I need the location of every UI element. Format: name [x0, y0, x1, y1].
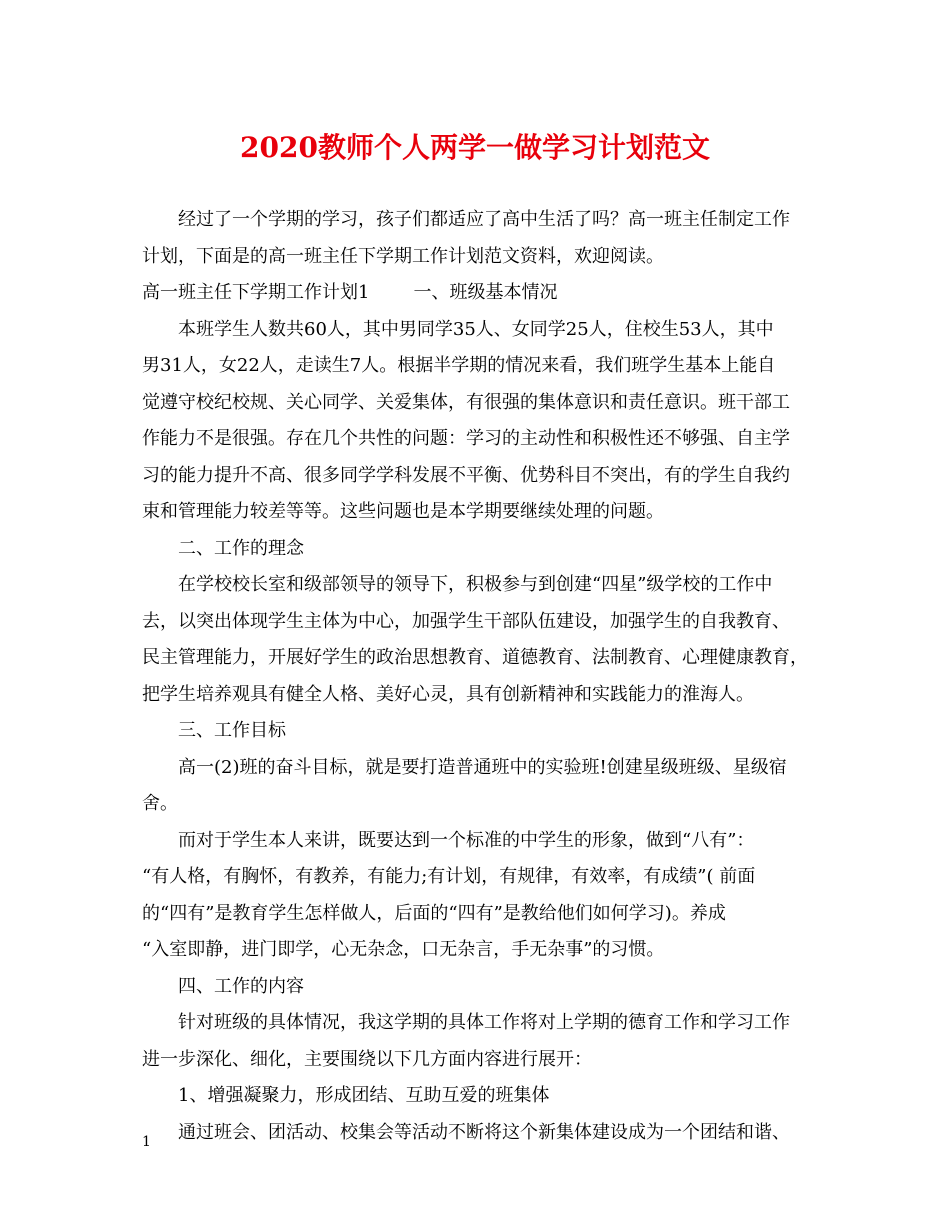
text-line: “入室即静，进门即学，心无杂念，口无杂言，手无杂事”的习惯。: [142, 939, 665, 960]
text-line: 进一步深化、细化，主要围绕以下几方面内容进行展开：: [142, 1048, 592, 1070]
text-line: 民主管理能力，开展好学生的政治思想教育、道德教育、法制教育、心理健康教育，: [142, 647, 808, 668]
document-title: 2020教师个人两学一做学习计划范文: [240, 131, 710, 164]
text-line: 舍。: [142, 793, 178, 814]
document-body: [142, 202, 822, 1151]
text-line: 把学生培养观具有健全人格、美好心灵，具有创新精神和实践能力的淮海人。: [142, 683, 754, 705]
text-line: 计划，下面是的高一班主任下学期工作计划范文资料，欢迎阅读。: [142, 245, 664, 267]
text-line: 本班学生人数共60人，其中男同学35人、女同学25人，住校生53人，其中: [178, 318, 774, 340]
text-line: 而对于学生本人来讲，既要达到一个标准的中学生的形象，做到“八有”：: [178, 829, 755, 851]
text-line: “有人格，有胸怀，有教养，有能力;有计划，有规律，有效率，有成绩”( 前面: [142, 866, 756, 887]
text-line: 去，以突出体现学生主体为中心，加强学生干部队伍建设，加强学生的自我教育、: [142, 610, 790, 632]
text-line: 觉遵守校纪校规、关心同学、关爱集体，有很强的集体意识和责任意识。班干部工: [142, 391, 790, 413]
section-heading: 二、工作的理念: [178, 537, 304, 559]
section-heading: 四、工作的内容: [178, 975, 304, 997]
text-line: 束和管理能力较差等等。这些问题也是本学期要继续处理的问题。: [142, 501, 664, 522]
page-number: 1: [142, 1134, 151, 1150]
text-line: [142, 275, 822, 312]
text-line: 通过班会、团活动、校集会等活动不断将这个新集体建设成为一个团结和谐、: [178, 1121, 790, 1143]
text-line: 高一(2)班的奋斗目标，就是要打造普通班中的实验班!创建星级班级、星级宿: [178, 756, 787, 778]
text-line: 针对班级的具体情况，我这学期的具体工作将对上学期的德育工作和学习工作: [178, 1012, 790, 1033]
section-heading: 一、班级基本情况: [413, 282, 558, 303]
text-line: 作能力不是很强。存在几个共性的问题：学习的主动性和积极性还不够强、自主学: [142, 428, 790, 449]
text-line: 的“四有”是教育学生怎样做人，后面的“四有”是教给他们如何学习)。养成: [142, 902, 726, 924]
text-line: 男31人，女22人，走读生7人。根据半学期的情况来看，我们班学生基本上能自: [142, 355, 776, 376]
subsection-heading: 1、增强凝聚力，形成团结、互助互爱的班集体: [178, 1085, 550, 1106]
plan-subtitle: 高一班主任下学期工作计划1: [142, 282, 370, 303]
text-line: 经过了一个学期的学习，孩子们都适应了高中生活了吗？高一班主任制定工作: [178, 209, 790, 230]
text-line: 在学校校长室和级部领导的领导下，积极参与到创建“四星”级学校的工作中: [178, 574, 773, 595]
section-heading: 三、工作目标: [178, 720, 286, 741]
text-line: 习的能力提升不高、很多同学学科发展不平衡、优势科目不突出，有的学生自我约: [142, 464, 790, 486]
